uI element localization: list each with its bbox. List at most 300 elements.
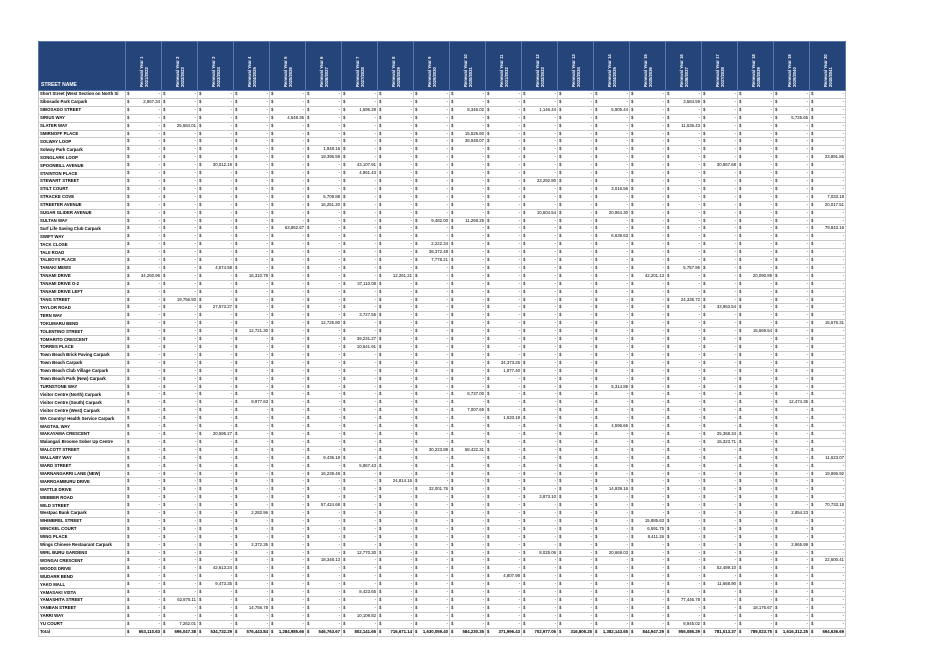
amount-cell[interactable] bbox=[666, 565, 702, 573]
amount-cell[interactable] bbox=[702, 359, 738, 367]
amount-cell[interactable] bbox=[594, 209, 630, 217]
amount-cell[interactable] bbox=[270, 170, 306, 178]
amount-cell[interactable] bbox=[198, 565, 234, 573]
amount-cell[interactable] bbox=[378, 233, 414, 241]
amount-cell[interactable] bbox=[522, 359, 558, 367]
amount-cell[interactable] bbox=[774, 565, 810, 573]
amount-cell[interactable] bbox=[306, 525, 342, 533]
amount-cell[interactable] bbox=[774, 470, 810, 478]
amount-cell[interactable] bbox=[378, 446, 414, 454]
amount-cell[interactable] bbox=[198, 557, 234, 565]
amount-cell[interactable] bbox=[702, 154, 738, 162]
amount-cell[interactable] bbox=[270, 375, 306, 383]
amount-cell[interactable] bbox=[378, 296, 414, 304]
amount-cell[interactable] bbox=[198, 106, 234, 114]
amount-cell[interactable] bbox=[162, 517, 198, 525]
amount-cell[interactable] bbox=[774, 312, 810, 320]
amount-cell[interactable] bbox=[630, 391, 666, 399]
amount-cell[interactable] bbox=[810, 170, 846, 178]
amount-cell[interactable] bbox=[486, 241, 522, 249]
amount-cell[interactable] bbox=[774, 589, 810, 597]
amount-cell[interactable] bbox=[738, 557, 774, 565]
amount-cell[interactable] bbox=[234, 486, 270, 494]
amount-cell[interactable] bbox=[522, 154, 558, 162]
amount-cell[interactable] bbox=[342, 288, 378, 296]
amount-cell[interactable] bbox=[666, 478, 702, 486]
amount-cell[interactable] bbox=[774, 146, 810, 154]
amount-cell[interactable] bbox=[486, 494, 522, 502]
amount-cell[interactable] bbox=[810, 264, 846, 272]
amount-cell[interactable] bbox=[774, 604, 810, 612]
amount-cell[interactable] bbox=[558, 328, 594, 336]
amount-cell[interactable] bbox=[522, 233, 558, 241]
amount-cell[interactable] bbox=[810, 130, 846, 138]
amount-cell[interactable] bbox=[774, 351, 810, 359]
amount-cell[interactable] bbox=[486, 462, 522, 470]
amount-cell[interactable] bbox=[126, 344, 162, 352]
amount-cell[interactable] bbox=[558, 114, 594, 122]
amount-cell[interactable] bbox=[342, 557, 378, 565]
amount-cell[interactable] bbox=[414, 446, 450, 454]
amount-cell[interactable] bbox=[522, 280, 558, 288]
amount-cell[interactable] bbox=[414, 438, 450, 446]
amount-cell[interactable] bbox=[774, 249, 810, 257]
amount-cell[interactable] bbox=[342, 525, 378, 533]
amount-cell[interactable] bbox=[558, 383, 594, 391]
amount-cell[interactable] bbox=[378, 130, 414, 138]
amount-cell[interactable] bbox=[414, 225, 450, 233]
amount-cell[interactable] bbox=[666, 146, 702, 154]
amount-cell[interactable] bbox=[378, 367, 414, 375]
amount-cell[interactable] bbox=[450, 162, 486, 170]
amount-cell[interactable] bbox=[414, 130, 450, 138]
amount-cell[interactable] bbox=[666, 597, 702, 605]
amount-cell[interactable] bbox=[270, 446, 306, 454]
amount-cell[interactable] bbox=[774, 415, 810, 423]
amount-cell[interactable] bbox=[522, 407, 558, 415]
amount-cell[interactable] bbox=[414, 612, 450, 620]
amount-cell[interactable] bbox=[486, 454, 522, 462]
amount-cell[interactable] bbox=[702, 201, 738, 209]
amount-cell[interactable] bbox=[162, 549, 198, 557]
amount-cell[interactable] bbox=[198, 130, 234, 138]
amount-cell[interactable] bbox=[270, 533, 306, 541]
amount-cell[interactable] bbox=[522, 430, 558, 438]
amount-cell[interactable] bbox=[486, 604, 522, 612]
amount-cell[interactable] bbox=[558, 209, 594, 217]
amount-cell[interactable] bbox=[126, 486, 162, 494]
amount-cell[interactable] bbox=[270, 241, 306, 249]
amount-cell[interactable] bbox=[234, 446, 270, 454]
street-name-cell[interactable]: STILT COURT bbox=[39, 185, 126, 193]
amount-cell[interactable] bbox=[198, 423, 234, 431]
amount-cell[interactable] bbox=[198, 383, 234, 391]
amount-cell[interactable] bbox=[234, 612, 270, 620]
amount-cell[interactable] bbox=[234, 430, 270, 438]
amount-cell[interactable] bbox=[162, 597, 198, 605]
amount-cell[interactable] bbox=[558, 177, 594, 185]
amount-cell[interactable] bbox=[306, 336, 342, 344]
amount-cell[interactable] bbox=[774, 581, 810, 589]
amount-cell[interactable] bbox=[342, 494, 378, 502]
amount-cell[interactable] bbox=[234, 589, 270, 597]
amount-cell[interactable] bbox=[306, 597, 342, 605]
amount-cell[interactable] bbox=[126, 407, 162, 415]
amount-cell[interactable] bbox=[774, 612, 810, 620]
amount-cell[interactable] bbox=[342, 296, 378, 304]
amount-cell[interactable] bbox=[810, 462, 846, 470]
amount-cell[interactable] bbox=[162, 383, 198, 391]
amount-cell[interactable] bbox=[198, 454, 234, 462]
amount-cell[interactable] bbox=[126, 106, 162, 114]
amount-cell[interactable] bbox=[414, 502, 450, 510]
amount-cell[interactable] bbox=[522, 494, 558, 502]
amount-cell[interactable] bbox=[630, 454, 666, 462]
amount-cell[interactable] bbox=[414, 138, 450, 146]
street-name-cell[interactable]: YARRI WAY bbox=[39, 612, 126, 620]
amount-cell[interactable] bbox=[738, 597, 774, 605]
amount-cell[interactable] bbox=[738, 423, 774, 431]
amount-cell[interactable] bbox=[522, 470, 558, 478]
amount-cell[interactable] bbox=[522, 438, 558, 446]
amount-cell[interactable] bbox=[162, 407, 198, 415]
amount-cell[interactable] bbox=[162, 122, 198, 130]
street-name-cell[interactable]: Town Beach Carpark bbox=[39, 359, 126, 367]
amount-cell[interactable] bbox=[234, 351, 270, 359]
amount-cell[interactable] bbox=[414, 423, 450, 431]
street-name-cell[interactable]: WAKAYAMA CRESCENT bbox=[39, 430, 126, 438]
amount-cell[interactable] bbox=[522, 502, 558, 510]
amount-cell[interactable] bbox=[774, 209, 810, 217]
amount-cell[interactable] bbox=[342, 573, 378, 581]
amount-cell[interactable] bbox=[702, 177, 738, 185]
amount-cell[interactable] bbox=[234, 573, 270, 581]
total-cell[interactable] bbox=[630, 628, 666, 636]
amount-cell[interactable] bbox=[630, 430, 666, 438]
amount-cell[interactable] bbox=[486, 573, 522, 581]
amount-cell[interactable] bbox=[126, 272, 162, 280]
amount-cell[interactable] bbox=[522, 549, 558, 557]
amount-cell[interactable] bbox=[198, 193, 234, 201]
street-name-cell[interactable]: TORRES PLACE bbox=[39, 344, 126, 352]
amount-cell[interactable] bbox=[702, 272, 738, 280]
amount-cell[interactable] bbox=[702, 549, 738, 557]
amount-cell[interactable] bbox=[738, 344, 774, 352]
amount-cell[interactable] bbox=[450, 565, 486, 573]
amount-cell[interactable] bbox=[738, 264, 774, 272]
amount-cell[interactable] bbox=[270, 462, 306, 470]
amount-cell[interactable] bbox=[558, 375, 594, 383]
street-name-cell[interactable]: TOLENTINO STREET bbox=[39, 328, 126, 336]
amount-cell[interactable] bbox=[342, 328, 378, 336]
amount-cell[interactable] bbox=[126, 328, 162, 336]
amount-cell[interactable] bbox=[666, 344, 702, 352]
amount-cell[interactable] bbox=[486, 620, 522, 628]
amount-cell[interactable] bbox=[666, 162, 702, 170]
amount-cell[interactable] bbox=[450, 225, 486, 233]
amount-cell[interactable] bbox=[666, 612, 702, 620]
amount-cell[interactable] bbox=[702, 423, 738, 431]
amount-cell[interactable] bbox=[666, 320, 702, 328]
amount-cell[interactable] bbox=[270, 581, 306, 589]
amount-cell[interactable] bbox=[594, 320, 630, 328]
amount-cell[interactable] bbox=[702, 209, 738, 217]
amount-cell[interactable] bbox=[414, 241, 450, 249]
amount-cell[interactable] bbox=[522, 328, 558, 336]
amount-cell[interactable] bbox=[234, 288, 270, 296]
amount-cell[interactable] bbox=[630, 517, 666, 525]
amount-cell[interactable] bbox=[522, 312, 558, 320]
amount-cell[interactable] bbox=[486, 486, 522, 494]
amount-cell[interactable] bbox=[702, 502, 738, 510]
amount-cell[interactable] bbox=[486, 272, 522, 280]
amount-cell[interactable] bbox=[702, 533, 738, 541]
amount-cell[interactable] bbox=[162, 170, 198, 178]
amount-cell[interactable] bbox=[162, 446, 198, 454]
amount-cell[interactable] bbox=[594, 620, 630, 628]
amount-cell[interactable] bbox=[234, 462, 270, 470]
amount-cell[interactable] bbox=[594, 328, 630, 336]
amount-cell[interactable] bbox=[270, 423, 306, 431]
amount-cell[interactable] bbox=[486, 549, 522, 557]
amount-cell[interactable] bbox=[342, 170, 378, 178]
amount-cell[interactable] bbox=[414, 320, 450, 328]
amount-cell[interactable] bbox=[162, 130, 198, 138]
amount-cell[interactable] bbox=[486, 154, 522, 162]
amount-cell[interactable] bbox=[738, 589, 774, 597]
amount-cell[interactable] bbox=[306, 604, 342, 612]
amount-cell[interactable] bbox=[450, 620, 486, 628]
amount-cell[interactable] bbox=[558, 351, 594, 359]
total-cell[interactable] bbox=[450, 628, 486, 636]
amount-cell[interactable] bbox=[486, 533, 522, 541]
amount-cell[interactable] bbox=[810, 91, 846, 99]
amount-cell[interactable] bbox=[198, 241, 234, 249]
amount-cell[interactable] bbox=[126, 98, 162, 106]
amount-cell[interactable] bbox=[126, 399, 162, 407]
amount-cell[interactable] bbox=[414, 185, 450, 193]
amount-cell[interactable] bbox=[774, 494, 810, 502]
amount-cell[interactable] bbox=[486, 415, 522, 423]
amount-cell[interactable] bbox=[306, 486, 342, 494]
amount-cell[interactable] bbox=[702, 98, 738, 106]
amount-cell[interactable] bbox=[378, 280, 414, 288]
amount-cell[interactable] bbox=[810, 257, 846, 265]
amount-cell[interactable] bbox=[378, 257, 414, 265]
amount-cell[interactable] bbox=[270, 98, 306, 106]
amount-cell[interactable] bbox=[738, 170, 774, 178]
amount-cell[interactable] bbox=[450, 549, 486, 557]
amount-cell[interactable] bbox=[126, 241, 162, 249]
amount-cell[interactable] bbox=[306, 359, 342, 367]
amount-cell[interactable] bbox=[522, 375, 558, 383]
amount-cell[interactable] bbox=[774, 359, 810, 367]
amount-cell[interactable] bbox=[774, 597, 810, 605]
amount-cell[interactable] bbox=[270, 549, 306, 557]
amount-cell[interactable] bbox=[774, 454, 810, 462]
amount-cell[interactable] bbox=[234, 328, 270, 336]
amount-cell[interactable] bbox=[702, 612, 738, 620]
amount-cell[interactable] bbox=[198, 589, 234, 597]
amount-cell[interactable] bbox=[702, 557, 738, 565]
amount-cell[interactable] bbox=[630, 130, 666, 138]
amount-cell[interactable] bbox=[414, 620, 450, 628]
amount-cell[interactable] bbox=[414, 114, 450, 122]
amount-cell[interactable] bbox=[486, 478, 522, 486]
amount-cell[interactable] bbox=[450, 320, 486, 328]
amount-cell[interactable] bbox=[594, 138, 630, 146]
amount-cell[interactable] bbox=[666, 573, 702, 581]
amount-cell[interactable] bbox=[558, 91, 594, 99]
amount-cell[interactable] bbox=[234, 170, 270, 178]
amount-cell[interactable] bbox=[486, 162, 522, 170]
amount-cell[interactable] bbox=[450, 375, 486, 383]
amount-cell[interactable] bbox=[774, 430, 810, 438]
amount-cell[interactable] bbox=[162, 612, 198, 620]
amount-cell[interactable] bbox=[630, 486, 666, 494]
amount-cell[interactable] bbox=[666, 589, 702, 597]
amount-cell[interactable] bbox=[702, 446, 738, 454]
amount-cell[interactable] bbox=[486, 91, 522, 99]
amount-cell[interactable] bbox=[126, 462, 162, 470]
amount-cell[interactable] bbox=[126, 415, 162, 423]
amount-cell[interactable] bbox=[702, 430, 738, 438]
amount-cell[interactable] bbox=[630, 446, 666, 454]
amount-cell[interactable] bbox=[810, 557, 846, 565]
amount-cell[interactable] bbox=[774, 549, 810, 557]
amount-cell[interactable] bbox=[342, 344, 378, 352]
amount-cell[interactable] bbox=[450, 296, 486, 304]
amount-cell[interactable] bbox=[414, 312, 450, 320]
amount-cell[interactable] bbox=[198, 138, 234, 146]
amount-cell[interactable] bbox=[414, 336, 450, 344]
amount-cell[interactable] bbox=[558, 549, 594, 557]
amount-cell[interactable] bbox=[666, 581, 702, 589]
amount-cell[interactable] bbox=[486, 106, 522, 114]
amount-cell[interactable] bbox=[198, 154, 234, 162]
amount-cell[interactable] bbox=[342, 264, 378, 272]
street-name-cell[interactable]: TURNSTONE WAY bbox=[39, 383, 126, 391]
amount-cell[interactable] bbox=[594, 383, 630, 391]
amount-cell[interactable] bbox=[450, 185, 486, 193]
amount-cell[interactable] bbox=[126, 470, 162, 478]
amount-cell[interactable] bbox=[702, 565, 738, 573]
amount-cell[interactable] bbox=[486, 383, 522, 391]
amount-cell[interactable] bbox=[738, 604, 774, 612]
amount-cell[interactable] bbox=[738, 454, 774, 462]
street-name-cell[interactable]: WA Countryr Health Service Carpark bbox=[39, 415, 126, 423]
amount-cell[interactable] bbox=[378, 217, 414, 225]
amount-cell[interactable] bbox=[666, 154, 702, 162]
amount-cell[interactable] bbox=[486, 367, 522, 375]
street-name-cell[interactable]: YAKO MALL bbox=[39, 581, 126, 589]
amount-cell[interactable] bbox=[450, 502, 486, 510]
amount-cell[interactable] bbox=[378, 383, 414, 391]
amount-cell[interactable] bbox=[270, 502, 306, 510]
amount-cell[interactable] bbox=[234, 264, 270, 272]
amount-cell[interactable] bbox=[774, 502, 810, 510]
amount-cell[interactable] bbox=[774, 399, 810, 407]
amount-cell[interactable] bbox=[198, 264, 234, 272]
amount-cell[interactable] bbox=[738, 288, 774, 296]
amount-cell[interactable] bbox=[198, 91, 234, 99]
amount-cell[interactable] bbox=[378, 620, 414, 628]
amount-cell[interactable] bbox=[126, 312, 162, 320]
amount-cell[interactable] bbox=[414, 565, 450, 573]
amount-cell[interactable] bbox=[342, 423, 378, 431]
amount-cell[interactable] bbox=[342, 597, 378, 605]
amount-cell[interactable] bbox=[450, 336, 486, 344]
amount-cell[interactable] bbox=[198, 288, 234, 296]
amount-cell[interactable] bbox=[666, 375, 702, 383]
amount-cell[interactable] bbox=[270, 383, 306, 391]
amount-cell[interactable] bbox=[198, 296, 234, 304]
amount-cell[interactable] bbox=[234, 438, 270, 446]
amount-cell[interactable] bbox=[594, 541, 630, 549]
street-name-cell[interactable]: TALBOYS PLACE bbox=[39, 257, 126, 265]
amount-cell[interactable] bbox=[378, 170, 414, 178]
amount-cell[interactable] bbox=[738, 217, 774, 225]
amount-cell[interactable] bbox=[702, 415, 738, 423]
amount-cell[interactable] bbox=[702, 336, 738, 344]
amount-cell[interactable] bbox=[162, 272, 198, 280]
amount-cell[interactable] bbox=[450, 415, 486, 423]
amount-cell[interactable] bbox=[522, 620, 558, 628]
amount-cell[interactable] bbox=[702, 114, 738, 122]
amount-cell[interactable] bbox=[774, 122, 810, 130]
amount-cell[interactable] bbox=[234, 510, 270, 518]
amount-cell[interactable] bbox=[486, 328, 522, 336]
amount-cell[interactable] bbox=[738, 541, 774, 549]
amount-cell[interactable] bbox=[702, 249, 738, 257]
amount-cell[interactable] bbox=[270, 177, 306, 185]
amount-cell[interactable] bbox=[774, 280, 810, 288]
amount-cell[interactable] bbox=[270, 438, 306, 446]
amount-cell[interactable] bbox=[126, 296, 162, 304]
amount-cell[interactable] bbox=[126, 201, 162, 209]
amount-cell[interactable] bbox=[342, 407, 378, 415]
amount-cell[interactable] bbox=[774, 217, 810, 225]
amount-cell[interactable] bbox=[594, 597, 630, 605]
total-cell[interactable] bbox=[522, 628, 558, 636]
amount-cell[interactable] bbox=[270, 367, 306, 375]
amount-cell[interactable] bbox=[486, 438, 522, 446]
amount-cell[interactable] bbox=[486, 430, 522, 438]
amount-cell[interactable] bbox=[774, 423, 810, 431]
amount-cell[interactable] bbox=[558, 320, 594, 328]
amount-cell[interactable] bbox=[558, 264, 594, 272]
amount-cell[interactable] bbox=[306, 533, 342, 541]
street-name-cell[interactable]: WILD STREET bbox=[39, 502, 126, 510]
amount-cell[interactable] bbox=[774, 138, 810, 146]
amount-cell[interactable] bbox=[810, 162, 846, 170]
amount-cell[interactable] bbox=[270, 162, 306, 170]
amount-cell[interactable] bbox=[198, 209, 234, 217]
amount-cell[interactable] bbox=[198, 344, 234, 352]
amount-cell[interactable] bbox=[558, 533, 594, 541]
amount-cell[interactable] bbox=[594, 494, 630, 502]
amount-cell[interactable] bbox=[594, 296, 630, 304]
street-name-cell[interactable]: WARD STREET bbox=[39, 462, 126, 470]
amount-cell[interactable] bbox=[414, 344, 450, 352]
amount-cell[interactable] bbox=[522, 193, 558, 201]
amount-cell[interactable] bbox=[342, 177, 378, 185]
amount-cell[interactable] bbox=[630, 209, 666, 217]
amount-cell[interactable] bbox=[630, 146, 666, 154]
amount-cell[interactable] bbox=[558, 280, 594, 288]
amount-cell[interactable] bbox=[162, 462, 198, 470]
amount-cell[interactable] bbox=[306, 344, 342, 352]
